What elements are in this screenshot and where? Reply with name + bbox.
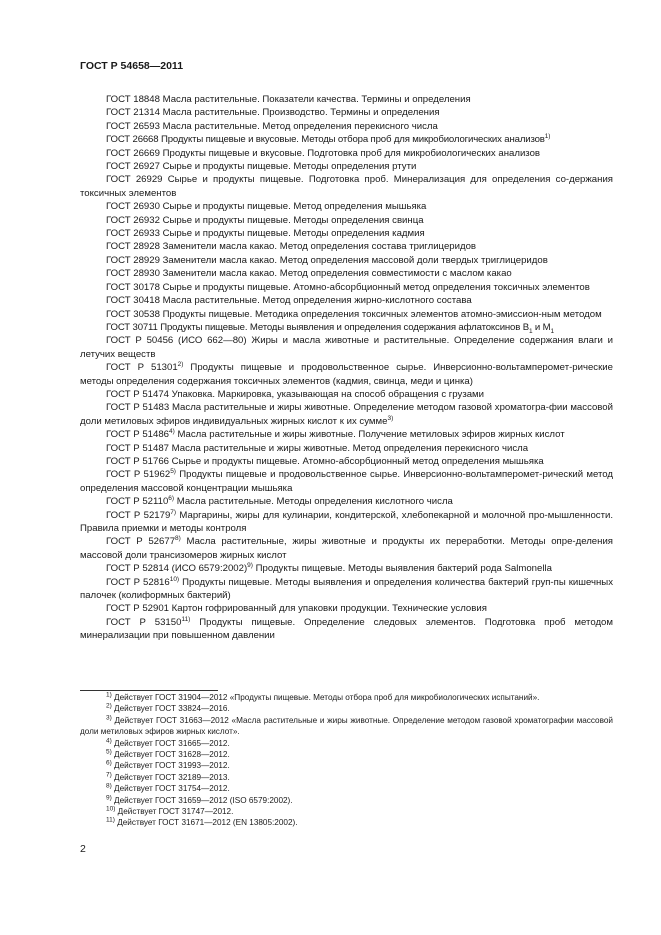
reference-text: Продукты пищевые и продовольственное сырье. Инверсионно-вольтамперомет-рический метод определения массовой концентрации мышьяка <box>80 469 614 494</box>
footnote-text: Действует ГОСТ 32189—2013. <box>111 772 230 782</box>
footnote-text: Действует ГОСТ 31993—2012. <box>111 761 230 771</box>
reference-text: ГОСТ Р 52110 <box>106 496 169 508</box>
reference-item <box>80 361 613 388</box>
reference-item: ГОСТ 30178 Сырье и продукты пищевые. Атомно-абсорбционный метод определения токсичных элементов <box>106 281 590 293</box>
reference-item: ГОСТ Р 51487 Масла растительные и жиры животные. Метод определения перекисного числа <box>106 442 529 454</box>
reference-item <box>80 562 613 575</box>
subscript: 1 <box>528 327 533 335</box>
footnote-marker: 6) <box>168 495 175 502</box>
footnote-text: Действует ГОСТ 31754—2012. <box>111 784 230 794</box>
footnote-number: 6) <box>106 759 112 767</box>
reference-item: ГОСТ 21314 Масла растительные. Производство. Термины и определения <box>106 107 440 119</box>
reference-text: Маргарины, жиры для кулинарии, кондитерской, хлебопекарной и молочной про-мышленности. Правила приемки и методы контроля <box>80 509 614 534</box>
footnote <box>80 715 613 738</box>
reference-item: ГОСТ 26669 Продукты пищевые и вкусовые. Подготовка проб для микробиологических анализов <box>106 147 541 159</box>
reference-text: ГОСТ Р 52814 (ИСО 6579:2002) <box>106 563 248 575</box>
footnote-marker: 4) <box>169 427 175 435</box>
footnote <box>80 760 613 771</box>
footnote-number: 1) <box>106 691 112 699</box>
footnote <box>80 806 613 817</box>
footnote-marker: 5) <box>170 468 176 476</box>
reference-item <box>80 468 613 495</box>
reference-item <box>80 321 613 334</box>
reference-text: ГОСТ 30711 Продукты пищевые. Методы выявления и определения содержания афлатоксинов B <box>106 321 529 333</box>
footnote-number: 9) <box>106 793 112 801</box>
reference-text: Продукты пищевые. Методы выявления бактерий рода Salmonella <box>252 563 552 575</box>
reference-item: ГОСТ 26927 Сырье и продукты пищевые. Методы определения ртути <box>106 161 417 173</box>
reference-item: ГОСТ 28930 Заменители масла какао. Метод определения совместимости с маслом какао <box>106 268 512 280</box>
footnote-text: Действует ГОСТ 33824—2016. <box>111 704 230 714</box>
reference-item: ГОСТ Р 52901 Картон гофрированный для упаковки продукции. Технические условия <box>106 603 487 615</box>
subscript: 1 <box>550 327 554 335</box>
footnote-text: Действует ГОСТ 31904—2012 «Продукты пищевые. Методы отбора проб для микробиологических испытаний». <box>111 693 540 702</box>
footnote-text: Действует ГОСТ 31663—2012 «Масла растительные и жиры животные. Определение методом газовой хроматографии массовой доли метиловых эфиров жирных кислот». <box>80 715 613 737</box>
footnote <box>80 817 613 828</box>
footnote-marker: 1) <box>544 133 551 141</box>
reference-item: ГОСТ 26932 Сырье и продукты пищевые. Методы определения свинца <box>106 214 424 226</box>
reference-item: ГОСТ 26929 Сырье и продукты пищевые. Подготовка проб. Минерализация для определения со-держания токсичных элементов <box>80 174 613 199</box>
footnote-number: 10) <box>106 805 116 813</box>
footnote-text: Действует ГОСТ 31747—2012. <box>115 807 234 817</box>
reference-text: Продукты пищевые. Определение следовых элементов. Подготовка проб методом минерализации при повышенном давлении <box>80 616 613 642</box>
footnote-text: Действует ГОСТ 31665—2012. <box>111 738 230 748</box>
reference-text: ГОСТ Р 52816 <box>106 576 170 588</box>
reference-text: ГОСТ Р 51486 <box>106 429 169 441</box>
reference-text: Масла растительные, жиры животные и продукты их переработки. Методы опре-деления массовой доли трансизомеров жирных кислот <box>80 536 613 561</box>
reference-text: ГОСТ Р 51483 Масла растительные и жиры животные. Определение методом газовой хроматогра-фии массовой доли метиловых эфиров индивидуальных жирных кислот к их сумме <box>80 402 613 427</box>
footnote-number: 2) <box>106 702 112 710</box>
footnote-marker: 7) <box>170 508 177 516</box>
footnote <box>80 749 613 760</box>
reference-item: ГОСТ 28929 Заменители масла какао. Метод определения массовой доли твердых триглицеридов <box>106 254 548 266</box>
reference-text: Масла растительные. Методы определения кислотного числа <box>174 496 453 508</box>
footnote-number: 7) <box>106 771 112 779</box>
reference-item: ГОСТ 26930 Сырье и продукты пищевые. Метод определения мышьяка <box>106 201 427 213</box>
normative-references <box>80 93 613 643</box>
footnote <box>80 738 613 749</box>
reference-item: ГОСТ 18848 Масла растительные. Показатели качества. Термины и определения <box>106 94 471 105</box>
reference-item <box>80 535 613 562</box>
footnote-marker: 9) <box>247 562 253 570</box>
footnote-separator <box>80 690 218 691</box>
reference-text: и M <box>532 321 551 333</box>
reference-text: Масла растительные и жиры животные. Получение метиловых эфиров жирных кислот <box>174 429 565 441</box>
reference-text: ГОСТ Р 52677 <box>106 536 176 548</box>
footnote-number: 8) <box>106 782 112 790</box>
reference-text: ГОСТ 26668 Продукты пищевые и вкусовые. Методы отбора проб для микробиологических анализов <box>106 134 545 146</box>
footnote <box>80 692 613 703</box>
footnote-number: 5) <box>106 748 112 756</box>
reference-item <box>80 495 613 508</box>
reference-item: ГОСТ Р 51766 Сырье и продукты пищевые. Атомно-абсорбционный метод определения мышьяка <box>106 455 544 467</box>
reference-item <box>80 509 613 536</box>
reference-item: ГОСТ Р 50456 (ИСО 662—80) Жиры и масла животные и растительные. Определение содержания влаги и летучих веществ <box>80 335 613 360</box>
reference-item: ГОСТ 26933 Сырье и продукты пищевые. Методы определения кадмия <box>106 228 425 240</box>
footnote-marker: 11) <box>181 615 191 623</box>
footnote <box>80 703 613 714</box>
footnote-text: Действует ГОСТ 31628—2012. <box>111 750 230 760</box>
reference-text: ГОСТ Р 51301 <box>106 362 178 374</box>
reference-item: ГОСТ 30538 Продукты пищевые. Методика определения токсичных элементов атомно-эмиссион-ным методом <box>106 308 602 320</box>
footnote-number: 3) <box>106 714 112 722</box>
reference-item <box>80 576 613 603</box>
reference-text: ГОСТ Р 51962 <box>106 469 171 481</box>
reference-item: ГОСТ Р 51474 Упаковка. Маркировка, указывающая на способ обращения с грузами <box>106 388 485 400</box>
reference-text: ГОСТ Р 52179 <box>106 509 171 521</box>
footnote-number: 11) <box>106 816 115 824</box>
reference-text: ГОСТ Р 53150 <box>106 616 182 628</box>
footnote-marker: 2) <box>177 360 184 368</box>
footnote <box>80 783 613 794</box>
reference-item: ГОСТ 26593 Масла растительные. Метод определения перекисного числа <box>106 120 438 132</box>
footnote <box>80 795 613 806</box>
footnote-marker: 10) <box>169 575 180 583</box>
reference-item: ГОСТ 30418 Масла растительные. Метод определения жирно-кислотного состава <box>106 295 472 307</box>
page-number: 2 <box>80 843 86 855</box>
reference-item <box>80 401 613 428</box>
footnote <box>80 772 613 783</box>
footnote-number: 4) <box>106 736 112 744</box>
footnote-marker: 8) <box>175 535 181 543</box>
footnote-text: Действует ГОСТ 31671—2012 (EN 13805:2002). <box>114 818 298 828</box>
footnote-marker: 3) <box>387 414 394 422</box>
footnote-text: Действует ГОСТ 31659—2012 (ISO 6579:2002). <box>111 795 293 805</box>
reference-text: Продукты пищевые. Методы выявления и определения количества бактерий груп-пы кишечных палочек (колиформных бактерий) <box>80 576 613 602</box>
reference-item: ГОСТ 28928 Заменители масла какао. Метод определения состава триглицеридов <box>106 241 476 253</box>
reference-item <box>80 428 613 441</box>
reference-item <box>80 616 613 643</box>
footnotes <box>80 692 613 829</box>
page-header: ГОСТ Р 54658—2011 <box>80 60 184 72</box>
reference-text: Продукты пищевые и продовольственное сырье. Инверсионно-вольтамперомет-рические методы определения содержания токсичных элементов (кадмия, свинца, меди и цинка) <box>80 362 613 387</box>
reference-item <box>80 133 613 146</box>
